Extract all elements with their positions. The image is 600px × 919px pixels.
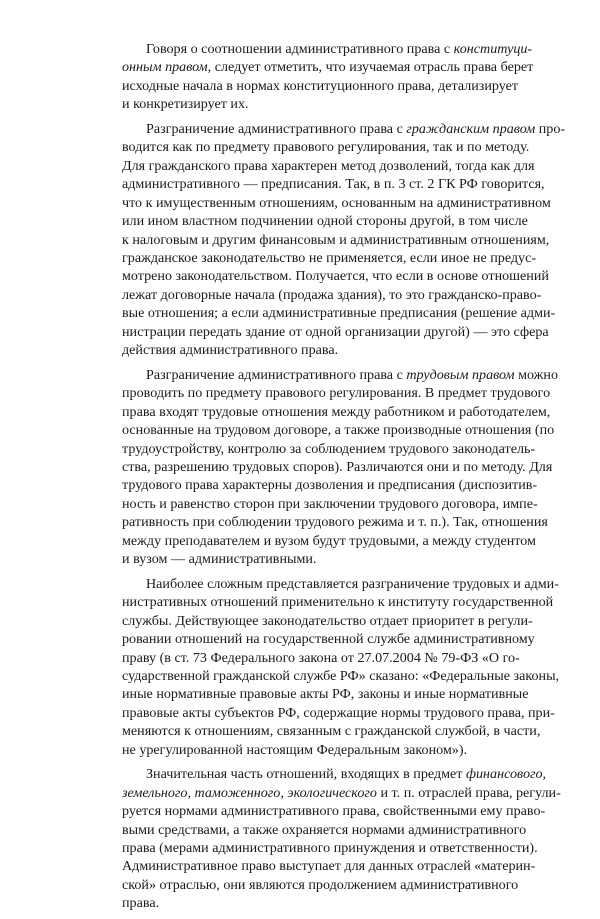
text-line: проводить по предмету правового регулирования. В предмет трудового: [122, 385, 551, 402]
text-line: не урегулированной настоящим Федеральным законом»).: [122, 741, 468, 758]
paragraph: [122, 120, 566, 360]
text-line: исходные начала в нормах конституционного права, детализирует: [122, 77, 519, 94]
text-line: лежат договорные начала (продажа здания), то это гражданско-право-: [122, 286, 542, 303]
text-line: Разграничение административного права с гражданским правом про-: [146, 120, 566, 137]
paragraph: [122, 765, 561, 913]
text-line: основанные на трудовом договоре, а также производные отношения (по: [122, 422, 555, 439]
text-line: Значительная часть отношений, входящих в предмет финансового,: [146, 766, 547, 783]
text-line: ность и равенство сторон при заключении трудового договора, импе-: [122, 495, 538, 512]
text-line: нистративных отношений применительно к институту государственной: [122, 594, 554, 611]
text-line: Говоря о соотношении административного права с конституци-: [146, 41, 533, 57]
text-line: вые отношения; а если административные предписания (решение адми-: [122, 305, 556, 322]
text-line: мотрено законодательством. Получается, что если в основе отношений: [122, 268, 549, 285]
text-line: и конкретизирует их.: [122, 96, 249, 113]
text-line: нистрации передать здание от одной организации другой) — это сфера: [122, 323, 549, 340]
document-page: [122, 40, 566, 919]
text-line: права (мерами административного принуждения и ответственности).: [122, 840, 538, 857]
text-line: Наиболее сложным представляется разграничение трудовых и адми-: [146, 575, 559, 592]
text-line: иные нормативные правовые акты РФ, законы и иные нормативные: [122, 686, 529, 703]
paragraph: [122, 575, 560, 760]
text-line: или ином властном подчинении одной стороны другой, в том числе: [122, 213, 528, 230]
text-line: сударственной гражданской службе РФ» сказано: «Федеральные законы,: [122, 667, 560, 684]
text-line: праву (в ст. 73 Федерального закона от 27.07.2004 № 79-ФЗ «О го-: [122, 649, 520, 666]
text-line: права.: [122, 895, 160, 912]
text-line: гражданское законодательство не применяется, если иное не предус-: [122, 249, 537, 266]
paragraph: [122, 366, 559, 569]
text-line: ративность при соблюдении трудового режима и т. п.). Так, отношения: [122, 514, 548, 531]
text-line: права входят трудовые отношения между работником и работодателем,: [122, 403, 551, 420]
text-line: трудового права характерны дозволения и предписания (диспозитив-: [122, 477, 538, 494]
text-line: действия административного права.: [122, 342, 339, 359]
text-line: правовые акты субъектов РФ, содержащие нормы трудового права, при-: [122, 704, 555, 721]
text-line: службы. Действующее законодательство отдает приоритет в регули-: [122, 612, 533, 629]
text-line: к налоговым и другим финансовым и административным отношениям,: [122, 231, 550, 248]
text-line: водится как по предмету правового регулирования, так и по методу.: [122, 139, 530, 156]
text-line: административного — предписания. Так, в п. 3 ст. 2 ГК РФ говорится,: [122, 176, 545, 193]
text-line: и вузом — административными.: [122, 551, 317, 568]
text-line: ства, разрешению трудовых споров). Различаются они и по методу. Для: [122, 458, 553, 475]
text-line: трудоустройству, контролю за соблюдением трудового законодатель-: [122, 440, 536, 457]
text-line: онным правом, следует отметить, что изучаемая отрасль права берет: [122, 59, 534, 76]
text-line: ской» отраслью, они являются продолжением административного: [122, 876, 519, 893]
text-line: земельного, таможенного, экологического и т. п. отраслей права, регули-: [122, 784, 561, 801]
text-line: выми средствами, а также охраняется нормами административного: [122, 821, 527, 838]
text-line: что к имущественным отношениям, основанным на административном: [122, 194, 551, 211]
text-line: Для гражданского права характерен метод дозволений, тогда как для: [122, 157, 535, 174]
text-line: руется нормами административного права, свойственными ему право-: [122, 803, 546, 820]
text-line: меняются к отношениям, связанным с гражданской службой, в части,: [122, 723, 541, 740]
text-line: Административное право выступает для данных отраслей «материн-: [122, 858, 536, 875]
text-line: ровании отношений на государственной службе административному: [122, 631, 535, 648]
text-line: Разграничение административного права с трудовым правом можно: [146, 366, 559, 383]
text-line: между преподавателем и вузом будут трудовыми, а между студентом: [122, 532, 536, 549]
paragraph: [122, 40, 534, 114]
